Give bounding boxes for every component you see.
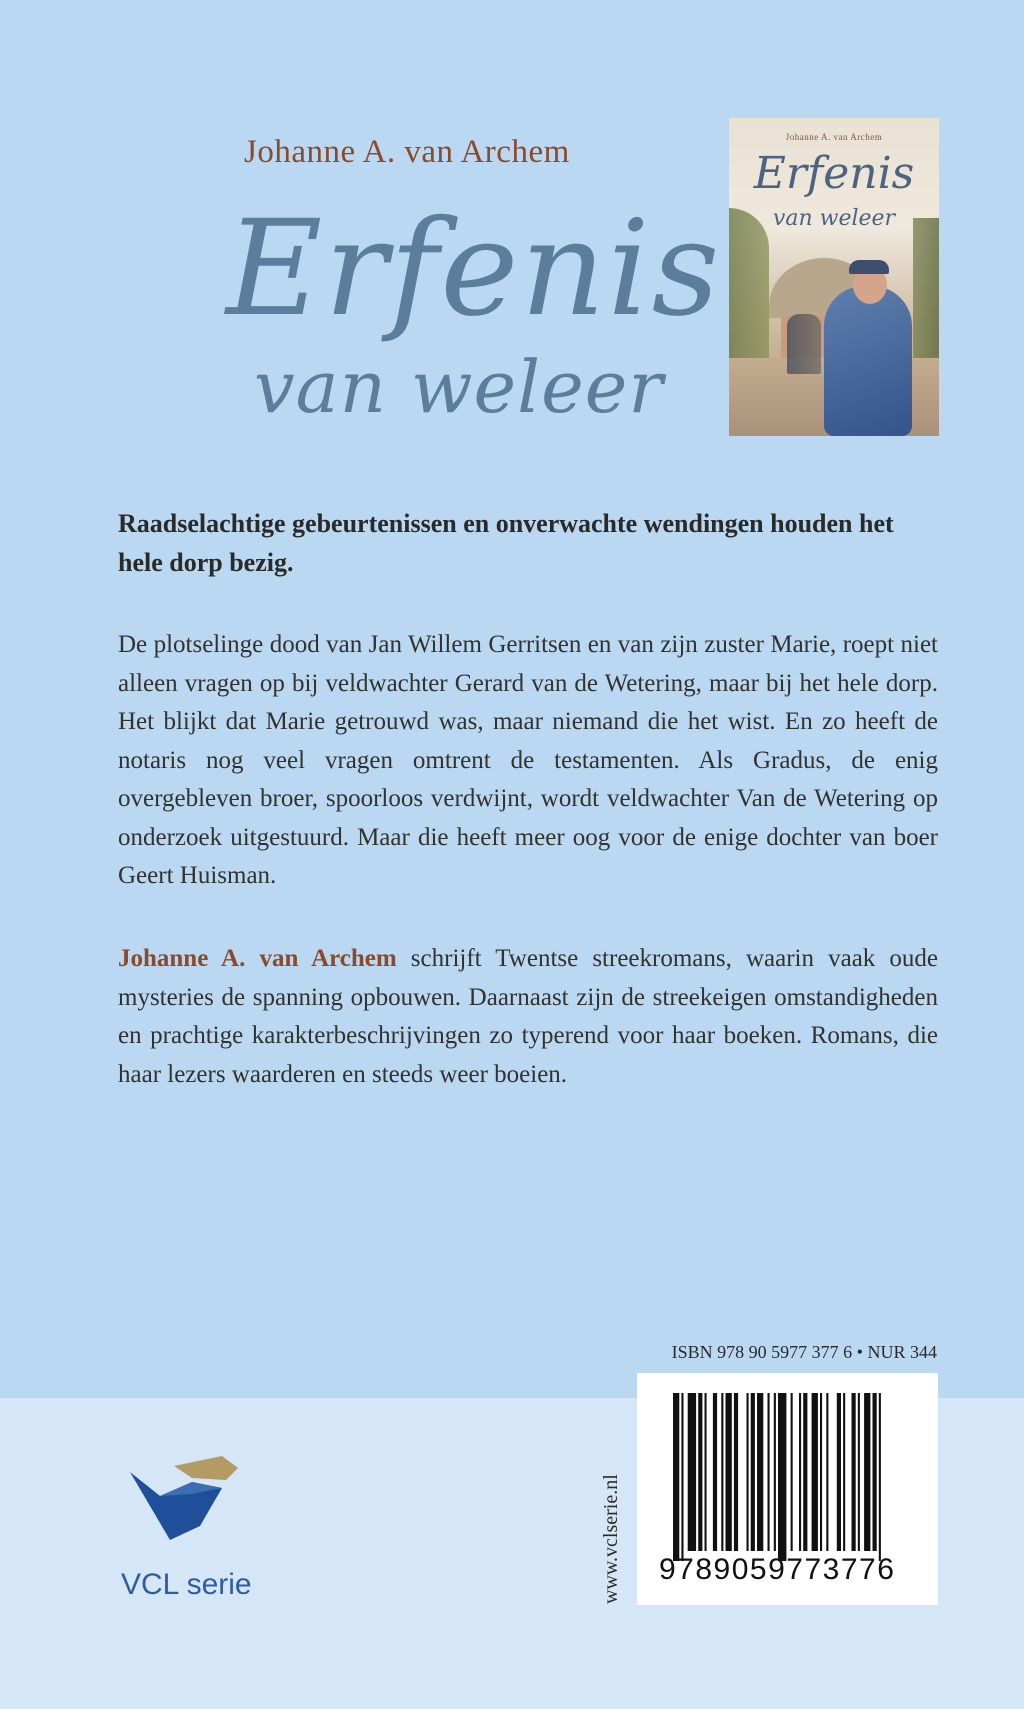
cover-man-cap — [849, 260, 889, 274]
barcode-bars — [673, 1393, 903, 1561]
isbn-nur-line: ISBN 978 90 5977 377 6 • NUR 344 — [671, 1342, 937, 1362]
barcode-bar — [791, 1393, 793, 1551]
title-line-1: Erfenis — [226, 192, 722, 346]
barcode-bar — [774, 1393, 776, 1551]
vcl-logo-icon — [130, 1448, 240, 1548]
barcode — [637, 1373, 938, 1605]
barcode-bar — [734, 1393, 738, 1551]
barcode-bar — [837, 1393, 841, 1551]
cover-man-body — [824, 286, 912, 436]
barcode-bar — [751, 1393, 755, 1551]
barcode-bar — [873, 1393, 877, 1551]
cover-title-line-1: Erfenis — [753, 148, 915, 199]
cover-background-figures — [787, 314, 821, 374]
cover-title-line-2: van weleer — [772, 206, 896, 231]
bio-text: schrijft Twentse streekromans, waarin vaak oude mysteries de spanning opbouwen. Daarnaast zijn de streekeigen omstandigheden en prachtige karakterbeschrijvingen zo typerend voor haar boeken. Romans, die haar lezers waarderen en steeds weer boeien. — [118, 945, 938, 1088]
publisher-name: VCL serie — [121, 1568, 252, 1601]
barcode-bar — [852, 1393, 856, 1551]
bio-author-name: Johanne A. van Archem — [118, 945, 397, 972]
barcode-bar — [721, 1393, 723, 1551]
book-cover-thumbnail — [729, 118, 939, 436]
barcode-bar — [698, 1393, 702, 1551]
title-line-2: van weleer — [254, 345, 664, 429]
cover-author: Johanne A. van Archem — [785, 132, 883, 142]
barcode-bar — [726, 1393, 732, 1551]
barcode-bar — [826, 1393, 828, 1551]
author-bio-paragraph — [118, 940, 938, 1094]
barcode-bar — [803, 1393, 807, 1551]
barcode-bar — [843, 1393, 845, 1551]
barcode-bar — [778, 1393, 786, 1561]
barcode-bar — [688, 1393, 696, 1551]
barcode-bar — [799, 1393, 801, 1551]
author-name: Johanne A. van Archem — [244, 134, 570, 170]
synopsis-paragraph: De plotselinge dood van Jan Willem Gerritsen en van zijn zuster Marie, roept niet alleen vragen op bij veldwachter Gerard van de Wetering, maar bij het hele dorp. Het blijkt dat Marie getrouwd was, maar niemand die het wist. En zo heeft de notaris nog veel vragen omtrent de testamenten. Als Gradus, de enig overgebleven broer, spoorloos verdwijnt, wordt veldwachter Van de Wetering op onderzoek uitgestuurd. Maar die heeft meer oog voor de enige dochter van boer Geert Huisman. — [118, 631, 938, 889]
website-url: www.vclserie.nl — [600, 1474, 622, 1604]
barcode-bar — [820, 1393, 822, 1551]
barcode-bar — [747, 1393, 749, 1551]
barcode-bar — [768, 1393, 770, 1551]
barcode-bar — [673, 1393, 679, 1561]
barcode-bar — [681, 1393, 683, 1561]
barcode-bar — [757, 1393, 763, 1551]
barcode-bar — [858, 1393, 860, 1551]
barcode-bar — [879, 1393, 881, 1561]
barcode-digits: 9789059773776 — [659, 1553, 896, 1586]
lead-paragraph: Raadselachtige gebeurtenissen en onverwachte wendingen houden het hele dorp bezig. — [118, 509, 894, 577]
barcode-bar — [864, 1393, 870, 1551]
cover-tree-right — [913, 218, 939, 378]
barcode-bar — [713, 1393, 717, 1551]
barcode-bar — [812, 1393, 818, 1551]
barcode-bar — [705, 1393, 707, 1551]
